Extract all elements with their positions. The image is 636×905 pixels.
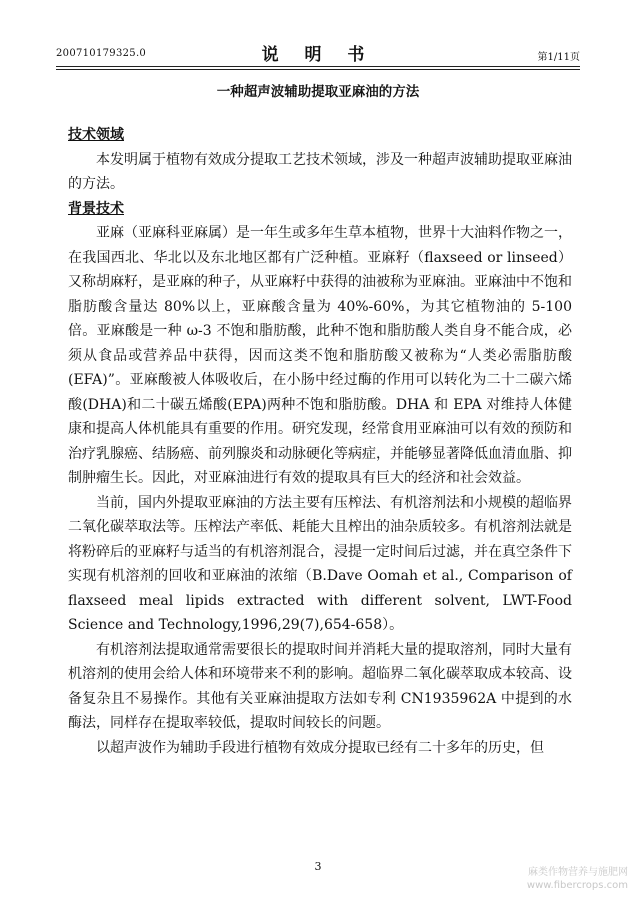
paragraph: 本发明属于植物有效成分提取工艺技术领域，涉及一种超声波辅助提取亚麻油的方法。: [68, 151, 572, 192]
header-rule: [56, 66, 580, 67]
paragraph: 以超声波作为辅助手段进行植物有效成分提取已经有二十多年的历史，但: [96, 739, 544, 756]
header-rule-thin: [56, 69, 580, 70]
page-indicator: 第1/11页: [537, 52, 580, 63]
watermark: [527, 866, 628, 892]
page-number: 3: [314, 860, 322, 873]
paragraph: 当前，国内外提取亚麻油的方法主要有压榨法、有机溶剂法和小规模的超临界二氧化碳萃取法等。压榨法产率低、耗能大且榨出的油杂质较多。有机溶剂法就是将粉碎后的亚麻籽与适当的有机溶剂混合，浸提一定时间后过滤，并在真空条件下实现有机溶剂的回收和亚麻油的浓缩（B.Dave Oomah et al., Comparison of flaxseed meal lipids extracted with different solvent, LWT-Food Science and Technology,1996,29(7),654-658）。: [68, 494, 572, 633]
application-number: 200710179325.0: [56, 48, 147, 59]
section-heading-technical-field: 技术领域: [68, 127, 124, 143]
section-heading-background: 背景技术: [68, 200, 124, 217]
document-title: 一种超声波辅助提取亚麻油的方法: [216, 84, 420, 100]
paragraph: 亚麻（亚麻科亚麻属）是一年生或多年生草本植物，世界十大油料作物之一，在我国西北、华北以及东北地区都有广泛种植。亚麻籽（flaxseed or linseed）又称胡麻籽，是亚麻的种子，从亚麻籽中获得的油被称为亚麻油。亚麻油中不饱和脂肪酸含量达 80%以上，亚麻酸含量为 40%-60%，为其它植物油的 5-100 倍。亚麻酸是一种 ω-3 不饱和脂肪酸，此种不饱和脂肪酸人类自身不能合成，必须从食品或营养品中获得，因而这类不饱和脂肪酸又被称为“人类必需脂肪酸(EFA)”。亚麻酸被人体吸收后，在小肠中经过酶的作用可以转化为二十二碳六烯酸(DHA)和二十碳五烯酸(EPA)两种不饱和脂肪酸。DHA 和 EPA 对维持人体健康和提高人体机能具有重要的作用。研究发现，经常食用亚麻油可以有效的预防和治疗乳腺癌、结肠癌、前列腺炎和动脉硬化等病症，并能够显著降低血清血脂、抑制肿瘤生长。因此，对亚麻油进行有效的提取具有巨大的经济和社会效益。: [68, 225, 572, 486]
paragraph: 有机溶剂法提取通常需要很长的提取时间并消耗大量的提取溶剂，同时大量有机溶剂的使用会给人体和环境带来不利的影响。超临界二氧化碳萃取成本较高、设备复杂且不易操作。其他有关亚麻油提取方法如专利 CN1935962A 中提到的水酶法，同样存在提取率较低，提取时间较长的问题。: [68, 641, 572, 731]
watermark-url: www.fibercrops.com: [526, 880, 628, 891]
body-text: [68, 123, 572, 760]
header-title: 说 明 书: [261, 45, 375, 65]
watermark-line: 麻类作物营养与施肥网: [528, 867, 628, 878]
